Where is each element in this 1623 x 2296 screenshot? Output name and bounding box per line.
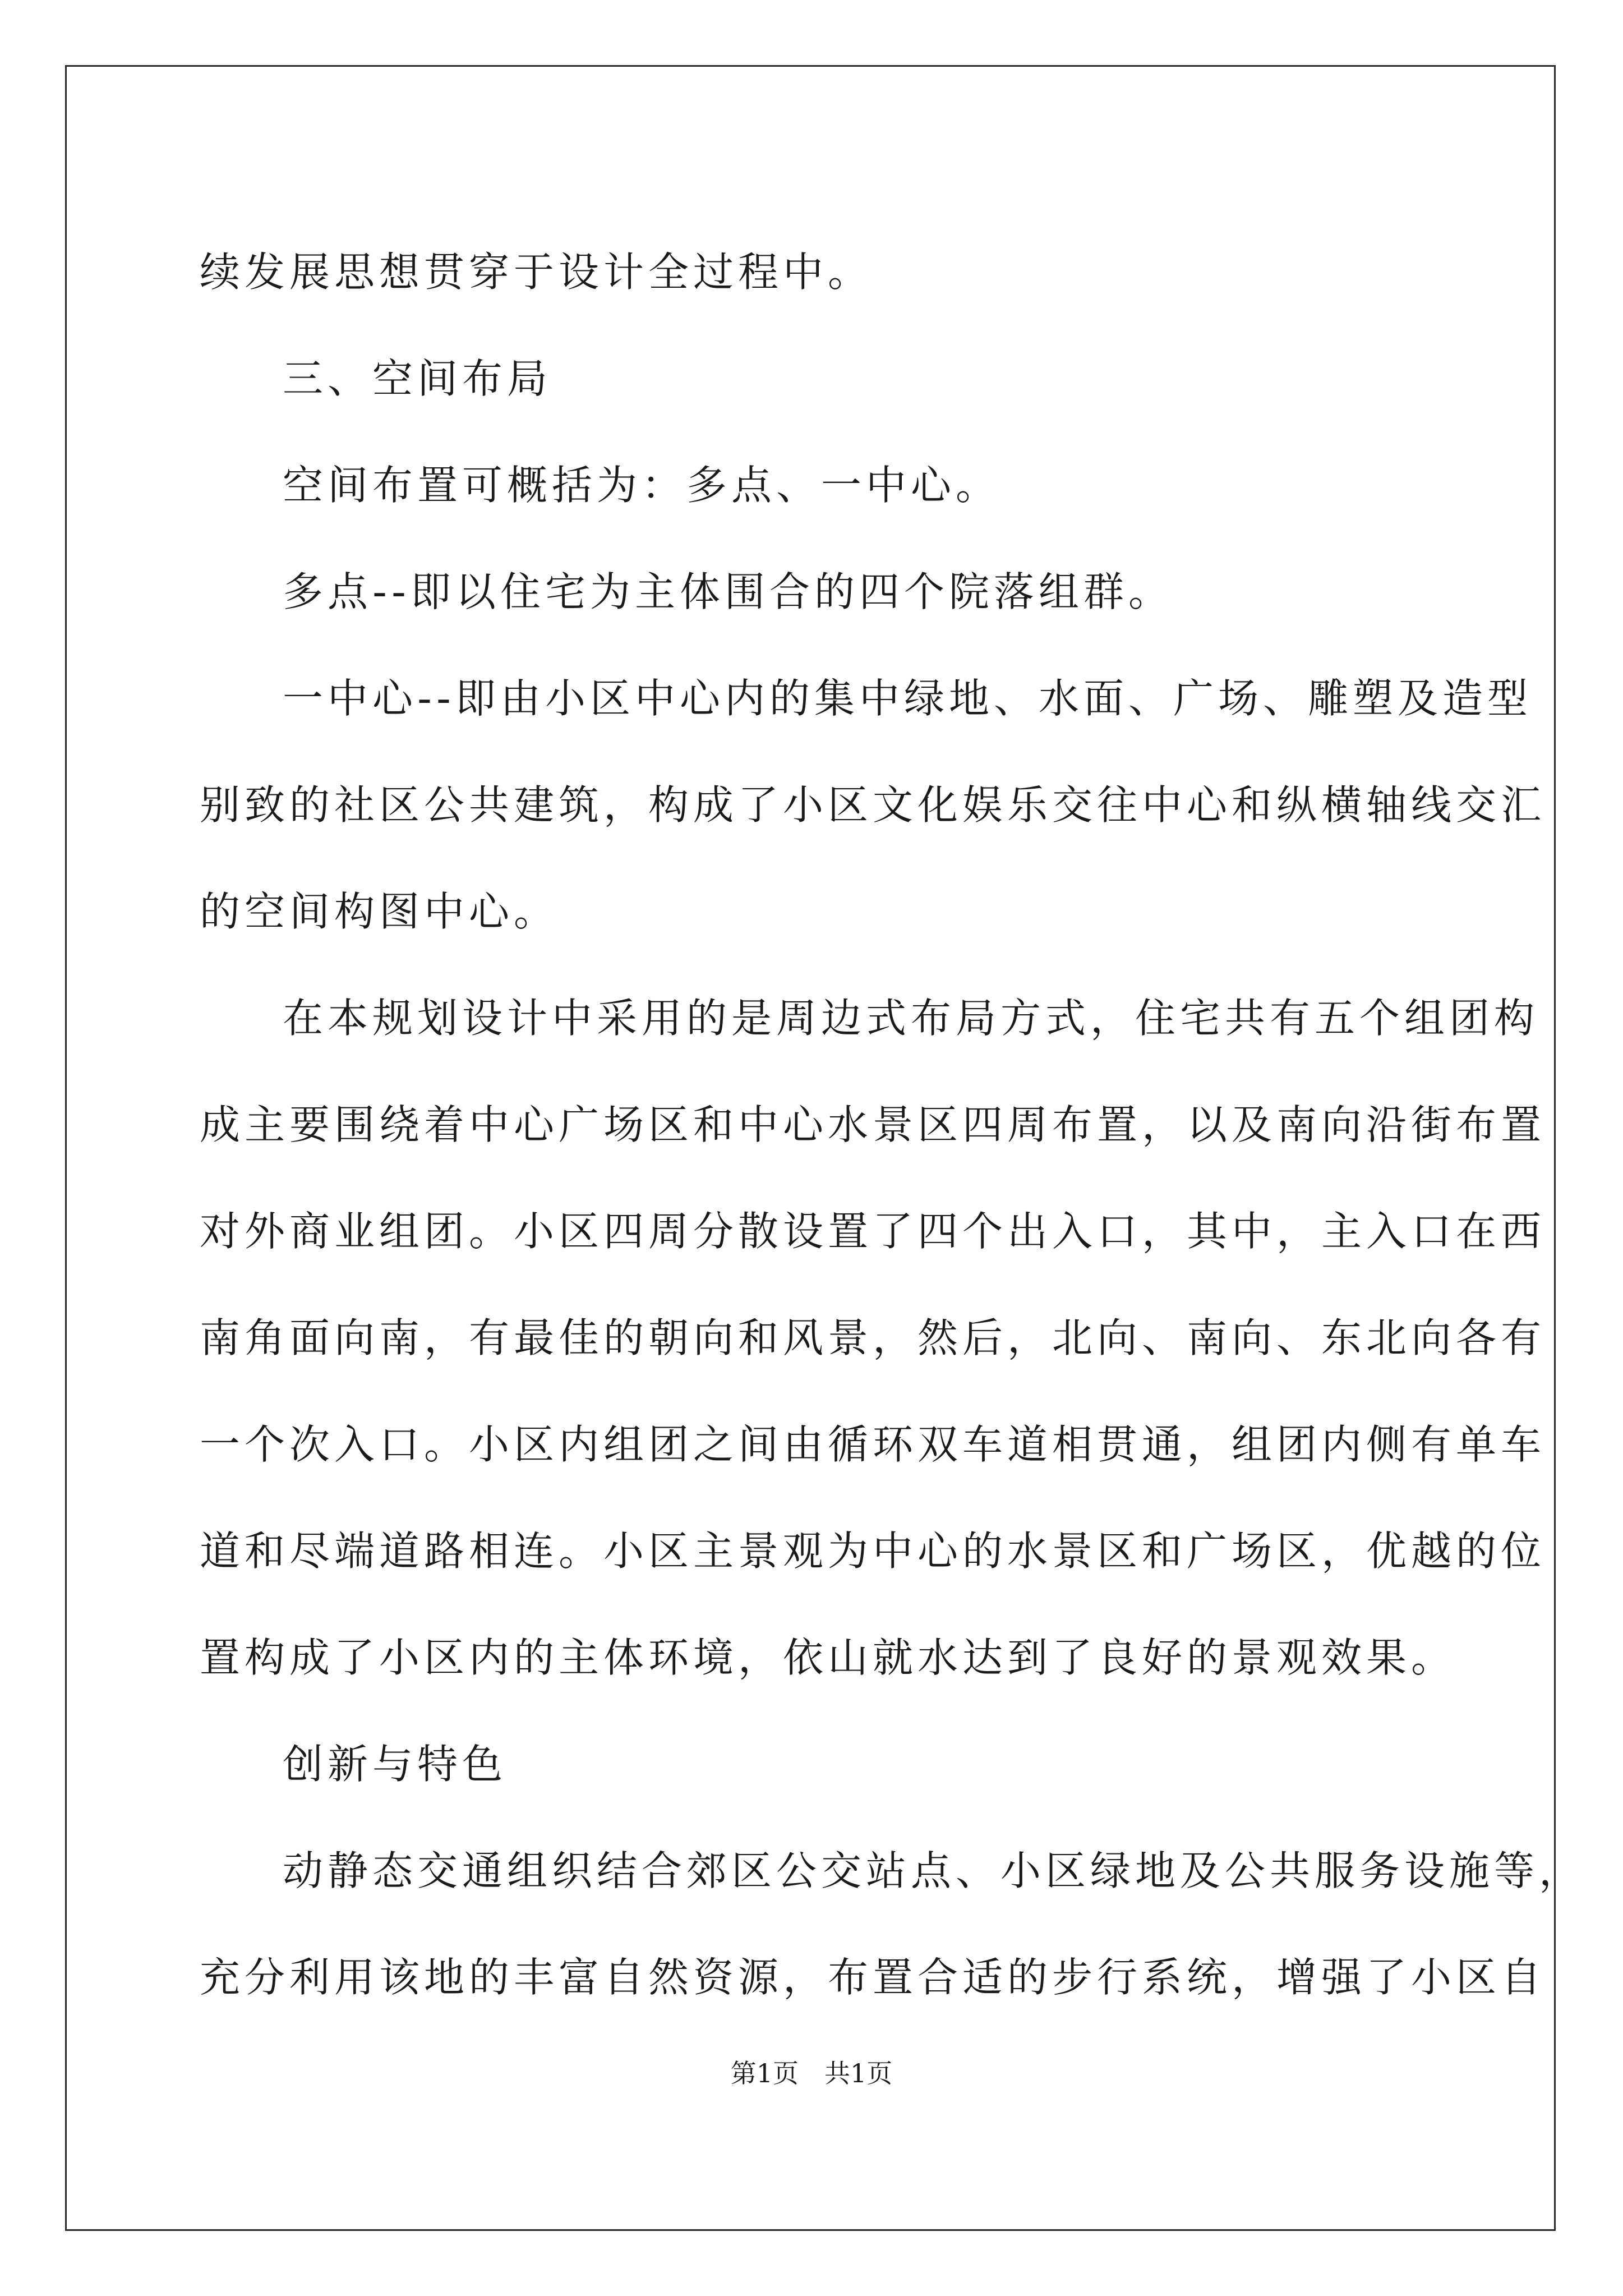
body-line: 置构成了小区内的主体环境，依山就水达到了良好的景观效果。 <box>200 1634 1456 1681</box>
body-line: 南角面向南，有最佳的朝向和风景，然后，北向、南向、东北向各有 <box>200 1314 1546 1361</box>
body-line: 多点--即以住宅为主体围合的四个院落组群。 <box>283 568 1173 615</box>
body-line: 别致的社区公共建筑，构成了小区文化娱乐交往中心和纵横轴线交汇 <box>200 781 1546 829</box>
body-line: 一中心--即由小区中心内的集中绿地、水面、广场、雕塑及造型 <box>283 675 1532 722</box>
section-heading: 创新与特色 <box>283 1741 508 1788</box>
body-line: 充分利用该地的丰富自然资源，布置合适的步行系统，增强了小区自 <box>200 1954 1546 2001</box>
body-line: 道和尽端道路相连。小区主景观为中心的水景区和广场区，优越的位 <box>200 1527 1546 1575</box>
body-line: 成主要围绕着中心广场区和中心水景区四周布置，以及南向沿街布置 <box>200 1101 1546 1148</box>
section-heading: 三、空间布局 <box>283 355 552 402</box>
body-line: 空间布置可概括为：多点、一中心。 <box>283 462 1001 509</box>
document-body <box>200 219 1584 2031</box>
body-line: 在本规划设计中采用的是周边式布局方式，住宅共有五个组团构 <box>283 995 1539 1042</box>
body-line: 一个次入口。小区内组团之间由循环双车道相贯通，组团内侧有单车 <box>200 1421 1546 1468</box>
body-line: 对外商业组团。小区四周分散设置了四个出入口，其中，主入口在西 <box>200 1208 1546 1255</box>
body-line: 动静态交通组织结合郊区公交站点、小区绿地及公共服务设施等， <box>283 1847 1584 1894</box>
page-number-footer: 第1页 共1页 <box>730 2058 893 2088</box>
body-line: 的空间构图中心。 <box>200 888 559 935</box>
body-line: 续发展思想贯穿于设计全过程中。 <box>200 249 873 296</box>
